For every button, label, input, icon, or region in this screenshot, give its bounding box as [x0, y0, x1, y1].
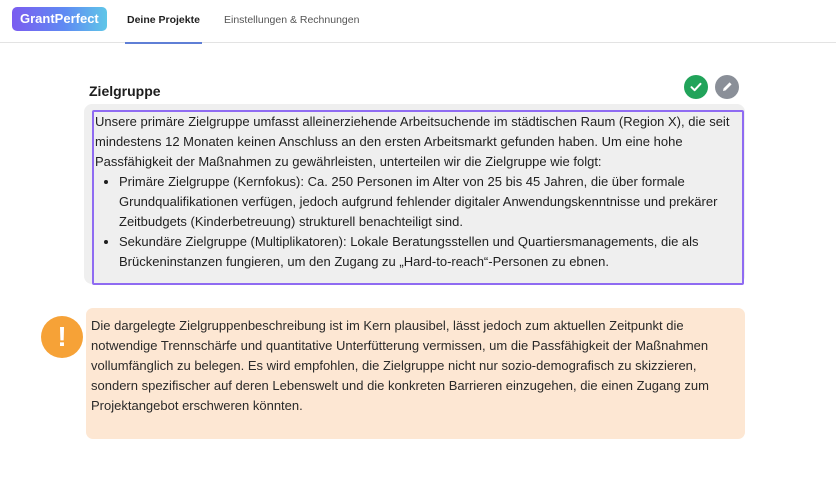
feedback-card: [86, 308, 745, 439]
tab-deine-projekte[interactable]: Deine Projekte: [127, 14, 200, 43]
warning-icon: !: [41, 316, 83, 358]
section-title: Zielgruppe: [89, 83, 161, 99]
top-navigation-bar: [0, 0, 836, 43]
list-item: • Primäre Zielgruppe (Kernfokus): Ca. 250 Personen im Alter von 25 bis 45 Jahren, die über formale Grundqualifikationen verfügen, jedoch aufgrund fehlender digitaler Anwendungskenntnisse und prekärer Zeitbudgets (Kinderbetreuung) strukturell benachteiligt sind.: [119, 172, 734, 232]
intro-paragraph: Unsere primäre Zielgruppe umfasst alleinerziehende Arbeitsuchende im städtischen Raum (Region X), die seit mindestens 12 Monaten keinen Anschluss an den ersten Arbeitsmarkt gefunden haben. Um eine hohe Passfähigkeit der Maßnahmen zu gewährleisten, unterteilen wir die Zielgruppe wie folgt:: [95, 114, 730, 169]
tab-einstellungen-rechnungen[interactable]: Einstellungen & Rechnungen: [224, 14, 360, 26]
edit-button[interactable]: [715, 75, 739, 99]
feedback-text: Die dargelegte Zielgruppenbeschreibung ist im Kern plausibel, lässt jedoch zum aktuellen Zeitpunkt die notwendige Trennschärfe und quantitative Unterfütterung vermissen, um die Passfähigkeit der Maßnahmen vollumfänglich zu belegen. Es wird empfohlen, die Zielgruppe nicht nur sozio-demografisch zu skizzieren, sondern spezifischer auf deren Lebenswelt und die konkreten Barrieren einzugehen, die einen Zugang zum Projektangebot erschweren könnten.: [91, 318, 709, 413]
app-logo[interactable]: GrantPerfect: [12, 7, 107, 31]
list-item: • Sekundäre Zielgruppe (Multiplikatoren): Lokale Beratungsstellen und Quartiersmanagements, die als Brückeninstanzen fungieren, um den Zugang zu „Hard-to-reach“-Personen zu ebnen.: [119, 232, 734, 272]
target-group-text-editor[interactable]: [92, 110, 744, 285]
target-group-list: [95, 172, 734, 272]
pencil-icon: [720, 80, 734, 94]
confirm-button[interactable]: [684, 75, 708, 99]
check-icon: [689, 80, 703, 94]
